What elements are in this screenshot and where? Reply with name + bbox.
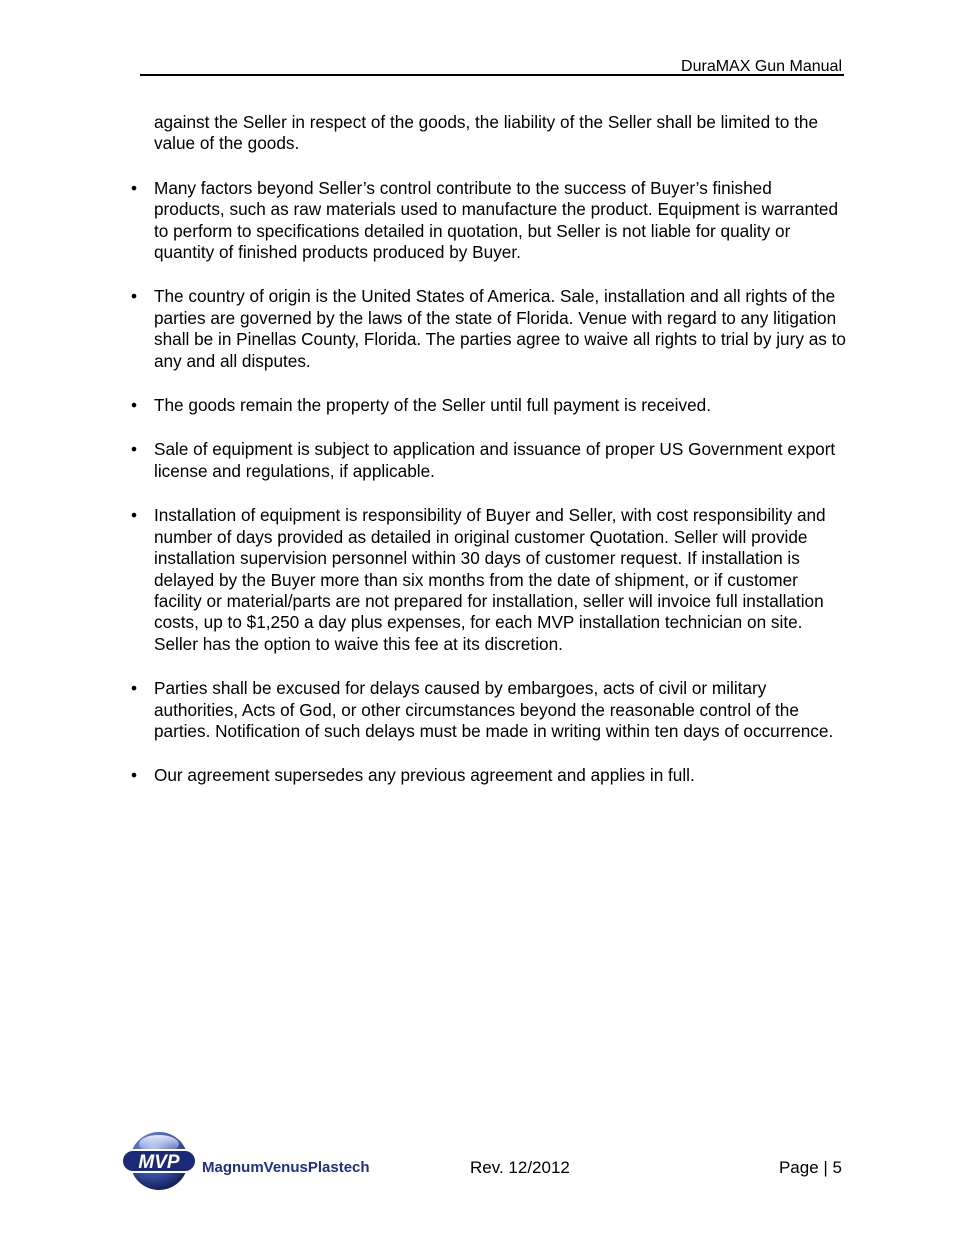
bullet-item: [130, 505, 846, 655]
bullet-text: The country of origin is the United States of America. Sale, installation and all rights of the parties are governed by the laws of the state of Florida. Venue with regard to any litigation shall be in Pinellas County, Florida. The parties agree to waive all rights to trial by jury as to any and all disputes.: [154, 286, 846, 371]
bullet-item: [130, 678, 846, 742]
bullet-icon: •: [130, 678, 138, 699]
bullet-text: Our agreement supersedes any previous agreement and applies in full.: [154, 765, 695, 786]
logo-company-name: MagnumVenusPlastech: [202, 1159, 370, 1176]
bullet-icon: •: [130, 439, 138, 460]
document-body: [130, 112, 846, 810]
page-number: Page | 5: [778, 1158, 842, 1177]
bullet-item: [130, 395, 846, 416]
revision-date: Rev. 12/2012: [470, 1158, 570, 1177]
header-divider: [140, 74, 844, 76]
bullet-icon: •: [130, 395, 138, 416]
bullet-text: Sale of equipment is subject to application and issuance of proper US Government export license and regulations, if applicable.: [154, 439, 836, 481]
bullet-icon: •: [130, 765, 138, 786]
bullet-icon: •: [130, 286, 138, 307]
bullet-item: [130, 286, 846, 372]
bullet-item: [130, 177, 846, 264]
mvp-logo: [116, 1130, 406, 1192]
document-header-title: DuraMAX Gun Manual: [681, 58, 842, 75]
bullet-text: Installation of equipment is responsibility of Buyer and Seller, with cost responsibility and number of days provided as detailed in original customer Quotation. Seller will provide installation supervision personnel within 30 days of customer request. If installation is delayed by the Buyer more than six months from the date of shipment, or if customer facility or material/parts are not prepared for installation, seller will invoice full installation costs, up to $1,250 a day plus expenses, for each MVP installation technician on site. Seller has the option to waive this fee at its discretion.: [154, 505, 826, 654]
bullet-icon: •: [130, 505, 138, 526]
bullet-text: Parties shall be excused for delays caused by embargoes, acts of civil or military authorities, Acts of God, or other circumstances beyond the reasonable control of the parties. Notification of such delays must be made in writing within ten days of occurrence.: [154, 678, 834, 741]
bullet-item: [130, 765, 846, 786]
bullet-text: The goods remain the property of the Seller until full payment is received.: [154, 395, 711, 416]
logo-badge-text: MVP: [138, 1152, 180, 1173]
bullet-text: Many factors beyond Seller’s control contribute to the success of Buyer’s finished products, such as raw materials used to manufacture the product. Equipment is warranted to perform to specifications detailed in quotation, but Seller is not liable for quality or quantity of finished products produced by Buyer.: [154, 177, 839, 263]
bullet-icon: •: [130, 177, 138, 198]
continued-paragraph: against the Seller in respect of the goods, the liability of the Seller shall be limited to the value of the goods.: [154, 112, 819, 154]
bullet-item: [130, 439, 846, 482]
